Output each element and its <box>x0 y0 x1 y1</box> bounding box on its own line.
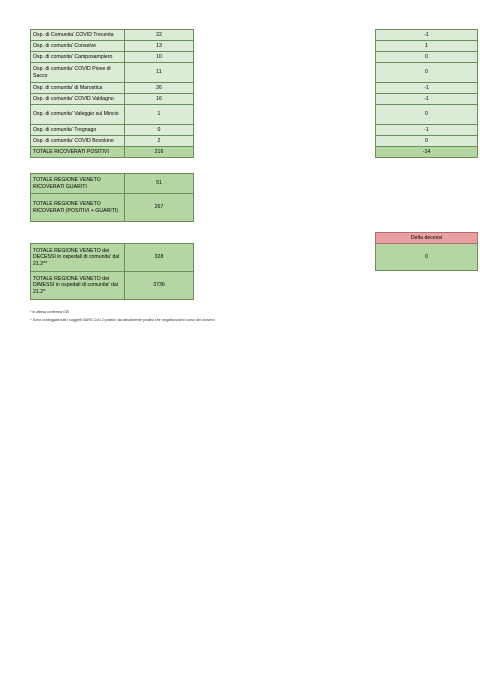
hospital-positivi: 16 <box>125 94 194 105</box>
hospital-positivi: 11 <box>125 63 194 83</box>
guariti-value: 267 <box>125 194 194 222</box>
hospital-name: Osp. di comunita' COVID Bovolone <box>31 136 125 147</box>
hospital-name: Osp. di Comunita' COVID Trecenta <box>31 30 125 41</box>
hospital-delta: 1 <box>376 41 478 52</box>
decessi-dimessi-table <box>30 243 194 300</box>
total-value: 216 <box>125 147 194 158</box>
hospital-delta: -1 <box>376 94 478 105</box>
hospital-delta: 0 <box>376 105 478 125</box>
delta-decessi-table <box>375 232 478 271</box>
hospital-name: Osp. di comunita' Camposampiero <box>31 52 125 63</box>
dimessi-row <box>31 272 194 300</box>
delta-decessi-value: 0 <box>376 244 478 271</box>
hospital-delta: 0 <box>376 52 478 63</box>
hospital-row <box>31 94 194 105</box>
delta-row <box>376 63 478 83</box>
hospital-delta: 0 <box>376 63 478 83</box>
hospital-positivi: 1 <box>125 105 194 125</box>
delta-row <box>376 136 478 147</box>
hospital-name: Osp. di comunita' Tregnago <box>31 125 125 136</box>
hospital-positivi: 22 <box>125 30 194 41</box>
hospital-positivi: 13 <box>125 41 194 52</box>
guariti-label: TOTALE REGIONE VENETO RICOVERATI GUARITI <box>31 174 125 194</box>
total-delta: -14 <box>376 147 478 158</box>
hospital-name: Osp. di comunita' Valeggio sul Mincio <box>31 105 125 125</box>
dimessi-label: TOTALE REGIONE VENETO dei DIMESSI in ospedali di comunita' dal 21.2^ <box>31 272 125 300</box>
delta-row <box>376 83 478 94</box>
delta-row <box>376 125 478 136</box>
hospital-row <box>31 105 194 125</box>
hospital-row <box>31 52 194 63</box>
hospital-name: Osp. di comunita' di Marostica <box>31 83 125 94</box>
guariti-row <box>31 174 194 194</box>
guariti-value: 51 <box>125 174 194 194</box>
total-row <box>31 147 194 158</box>
hospital-delta: -1 <box>376 125 478 136</box>
hospital-name: Osp. di comunita' COVID Valdagno <box>31 94 125 105</box>
hospital-table <box>30 29 194 158</box>
total-delta-row <box>376 147 478 158</box>
hospital-positivi: 0 <box>125 125 194 136</box>
hospital-positivi: 2 <box>125 136 194 147</box>
guariti-label: TOTALE REGIONE VENETO RICOVERATI (POSITIVI + GUARITI) <box>31 194 125 222</box>
hospital-delta: -1 <box>376 83 478 94</box>
hospital-delta: -1 <box>376 30 478 41</box>
hospital-row <box>31 125 194 136</box>
hospital-row <box>31 83 194 94</box>
hospital-delta: 0 <box>376 136 478 147</box>
dimessi-value: 3736 <box>125 272 194 300</box>
delta-row <box>376 94 478 105</box>
delta-row <box>376 41 478 52</box>
guariti-row <box>31 194 194 222</box>
delta-row <box>376 105 478 125</box>
hospital-row <box>31 30 194 41</box>
hospital-row <box>31 63 194 83</box>
guariti-table <box>30 173 194 222</box>
footnote: * in attesa conferma GIS <box>30 310 70 314</box>
decessi-value: 328 <box>125 244 194 272</box>
hospital-positivi: 26 <box>125 83 194 94</box>
hospital-row <box>31 136 194 147</box>
delta-table <box>375 29 478 158</box>
delta-decessi-header: Delta decessi <box>376 233 478 244</box>
hospital-row <box>31 41 194 52</box>
total-label: TOTALE RICOVERATI POSITIVI <box>31 147 125 158</box>
hospital-positivi: 10 <box>125 52 194 63</box>
delta-row <box>376 30 478 41</box>
hospital-name: Osp. di comunita' COVID Piove di Sacco <box>31 63 125 83</box>
hospital-name: Osp. di comunita' Conselve <box>31 41 125 52</box>
decessi-row <box>31 244 194 272</box>
delta-row <box>376 52 478 63</box>
footnote: ^ Sono conteggiati tutti i soggetti SARS-CoV-2 positivi, sia attualmente positivi che negativizzati in corso del ricovero <box>30 318 215 322</box>
decessi-label: TOTALE REGIONE VENETO dei DECESSI in ospedali di comunita' dal 21.2** <box>31 244 125 272</box>
